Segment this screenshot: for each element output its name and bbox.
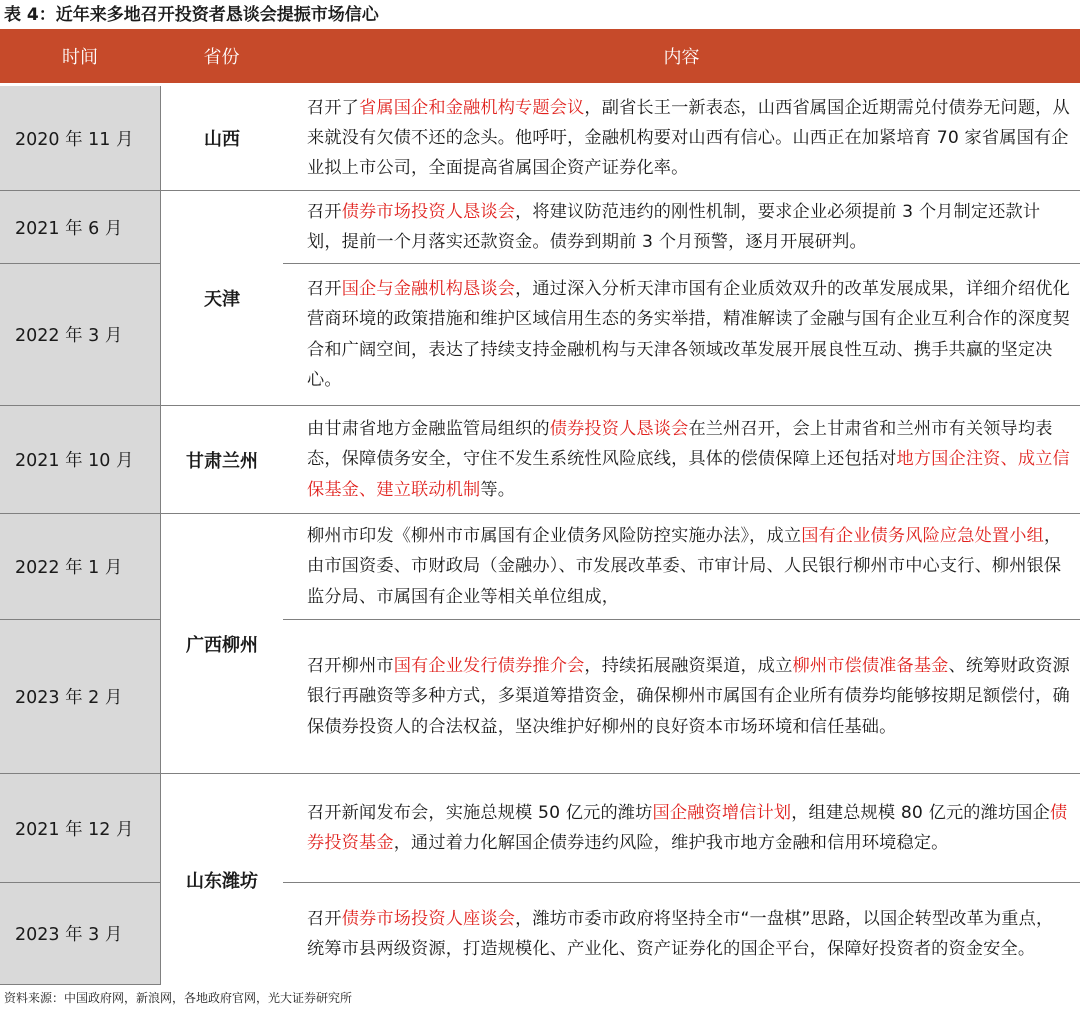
body-text: ，通过着力化解国企债券违约风险，维护我市地方金融和信用环境稳定。 bbox=[393, 833, 949, 853]
highlight-text: 国有企业发行债券推介会 bbox=[393, 656, 585, 677]
meeting-table bbox=[0, 29, 1080, 985]
content-text bbox=[307, 904, 1070, 965]
province-cell: 天津 bbox=[160, 191, 283, 406]
body-text: 柳州市印发《柳州市市属国有企业债务风险防控实施办法》，成立 bbox=[307, 526, 802, 547]
header-content: 内容 bbox=[283, 29, 1080, 83]
highlight-text: 国企与金融机构恳谈会 bbox=[341, 278, 516, 299]
body-text: 召开 bbox=[307, 908, 342, 929]
content-cell bbox=[283, 883, 1080, 985]
province-cell: 广西柳州 bbox=[160, 514, 283, 774]
content-cell bbox=[283, 191, 1080, 264]
highlight-text: 债券市场投资人座谈会 bbox=[341, 908, 516, 929]
header-province: 省份 bbox=[160, 29, 283, 83]
body-text: 在兰州召开，会上甘肃省和兰州市有关领导均表态，保障债务安全，守住不发生系统性风险底线，具体的偿债保障上还包括对 bbox=[307, 419, 1053, 470]
time-cell: 2023 年 3 月 bbox=[0, 883, 160, 985]
highlight-text: 债券投资基金 bbox=[307, 802, 1068, 853]
content-text bbox=[307, 197, 1070, 258]
body-text: 召开 bbox=[307, 278, 342, 299]
highlight-text: 省属国企和金融机构专题会议 bbox=[359, 97, 585, 118]
province-cell: 甘肃兰州 bbox=[160, 406, 283, 514]
time-cell: 2022 年 1 月 bbox=[0, 514, 160, 620]
body-text: ，持续拓展融资渠道，成立 bbox=[584, 656, 793, 677]
body-text: ，由市国资委、市财政局（金融办）、市发展改革委、市审计局、人民银行柳州市中心支行、柳州银保监分局、市属国有企业等相关单位组成， bbox=[307, 526, 1062, 607]
table-caption: 表 4：近年来多地召开投资者恳谈会提振市场信心 bbox=[4, 5, 379, 25]
body-text: ，组建总规模 80 亿元的潍坊国企 bbox=[791, 802, 1050, 823]
body-text: 召开新闻发布会，实施总规模 50 亿元的潍坊 bbox=[307, 802, 653, 823]
body-text: 召开柳州市 bbox=[307, 656, 394, 677]
time-cell: 2022 年 3 月 bbox=[0, 264, 160, 406]
header-time: 时间 bbox=[0, 29, 160, 83]
body-text: 召开 bbox=[307, 201, 342, 222]
source-note: 资料来源：中国政府网，新浪网，各地政府官网，光大证券研究所 bbox=[4, 991, 353, 1005]
time-cell: 2023 年 2 月 bbox=[0, 620, 160, 774]
body-text: ，通过深入分析天津市国有企业质效双升的改革发展成果，详细介绍优化营商环境的政策措施和维护区域信用生态的务实举措，精准解读了金融与国有企业互利合作的深度契合和广阔空间，表达了持续支持金融机构与天津各领域改革发展开展良性互动、携手共赢的坚定决心。 bbox=[307, 278, 1070, 390]
content-cell bbox=[283, 774, 1080, 883]
body-text: 等。 bbox=[480, 479, 516, 500]
content-cell bbox=[283, 620, 1080, 774]
highlight-text: 债券投资人恳谈会 bbox=[549, 419, 689, 440]
content-text bbox=[307, 521, 1070, 612]
time-cell: 2021 年 12 月 bbox=[0, 774, 160, 883]
highlight-text: 柳州市偿债准备基金 bbox=[792, 656, 949, 677]
content-cell bbox=[283, 264, 1080, 406]
highlight-text: 债券市场投资人恳谈会 bbox=[341, 201, 516, 222]
province-cell: 山东潍坊 bbox=[160, 774, 283, 985]
highlight-text: 国有企业债务风险应急处置小组 bbox=[801, 526, 1044, 547]
body-text: 由甘肃省地方金融监管局组织的 bbox=[307, 419, 550, 440]
content-cell bbox=[283, 86, 1080, 191]
content-text bbox=[307, 93, 1070, 184]
body-text: ，潍坊市委市政府将坚持全市“一盘棋”思路，以国企转型改革为重点，统筹市县两级资源，打造规模化、产业化、资产证券化的国企平台，保障好投资者的资金安全。 bbox=[307, 908, 1054, 959]
province-cell: 山西 bbox=[160, 86, 283, 191]
body-text: 、统筹财政资源银行再融资等多种方式，多渠道筹措资金，确保柳州市属国有企业所有债券均能够按期足额偿付，确保债券投资人的合法权益，坚决维护好柳州的良好资本市场环境和信任基础。 bbox=[307, 656, 1070, 737]
time-cell: 2021 年 10 月 bbox=[0, 406, 160, 514]
time-cell: 2020 年 11 月 bbox=[0, 86, 160, 191]
content-text bbox=[307, 414, 1070, 505]
content-text bbox=[307, 651, 1070, 742]
highlight-text: 国企融资增信计划 bbox=[652, 802, 792, 823]
time-cell: 2021 年 6 月 bbox=[0, 191, 160, 264]
body-text: ，副省长王一新表态，山西省属国企近期需兑付债券无问题，从来就没有欠债不还的念头。他呼吁，金融机构要对山西有信心。山西正在加紧培育 70 家省属国有企业拟上市公司，全面提高省属国企资产证券化率。 bbox=[307, 97, 1070, 179]
highlight-text: 地方国企注资、成立信保基金、建立联动机制 bbox=[307, 449, 1070, 500]
body-text: 召开了 bbox=[307, 97, 360, 118]
content-text bbox=[307, 798, 1070, 859]
body-text: ，将建议防范违约的刚性机制，要求企业必须提前 3 个月制定还款计划，提前一个月落实还款资金。债券到期前 3 个月预警，逐月开展研判。 bbox=[307, 201, 1041, 252]
content-text bbox=[307, 274, 1070, 395]
content-cell bbox=[283, 406, 1080, 514]
content-cell bbox=[283, 514, 1080, 620]
